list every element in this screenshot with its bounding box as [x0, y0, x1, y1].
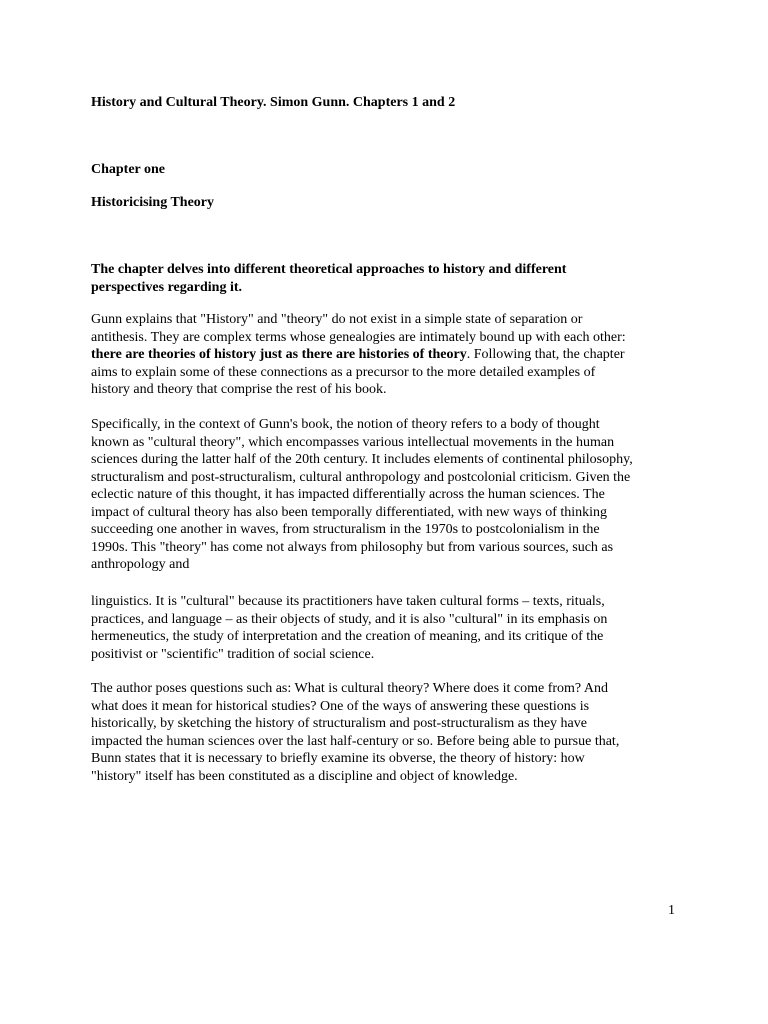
paragraph-line: aims to explain some of these connections as a precursor to the more detailed examples of — [91, 364, 596, 380]
paragraph-line: sciences during the latter half of the 20th century. It includes elements of continental philosophy, — [91, 452, 633, 467]
intro-paragraph — [91, 261, 691, 296]
bold-phrase: there are theories of history just as there are histories of theory — [91, 347, 467, 362]
chapter-label: Chapter one — [91, 162, 166, 177]
paragraph-line: impacted the human sciences over the last half-century or so. Before being able to pursue that, — [91, 733, 620, 749]
paragraph-text: . Following that, the chapter — [466, 347, 625, 362]
paragraph-line: impact of cultural theory has also been temporally differentiated, with new ways of thinking — [91, 504, 608, 520]
paragraph-line: linguistics. It is "cultural" because its practitioners have taken cultural forms – texts, rituals, — [91, 594, 605, 609]
paragraph-line: eclectic nature of this thought, it has impacted differentially across the human sciences. The — [91, 487, 605, 502]
paragraph-line: positivist or "scientific" tradition of social science. — [91, 646, 375, 662]
paragraph-line: structuralism and post-structuralism, cultural anthropology and postcolonial criticism. Given the — [91, 469, 631, 485]
body-paragraph-3 — [91, 593, 691, 663]
paragraph-line — [91, 346, 691, 364]
paragraph-line: Bunn states that it is necessary to briefly examine its obverse, the theory of history: how — [91, 751, 585, 766]
paragraph-line: 1990s. This "theory" has come not always from philosophy but from various sources, such as — [91, 539, 614, 555]
paragraph-line: hermeneutics, the study of interpretation and the creation of meaning, and its critique of the — [91, 629, 604, 644]
document-title: History and Cultural Theory. Simon Gunn. Chapters 1 and 2 — [91, 95, 456, 110]
paragraph-line: Specifically, in the context of Gunn's book, the notion of theory refers to a body of thought — [91, 417, 600, 432]
body-paragraph-2 — [91, 416, 691, 574]
paragraph-line: what does it mean for historical studies? One of the ways of answering these questions is — [91, 698, 590, 714]
paragraph-line: "history" itself has been constituted as a discipline and object of knowledge. — [91, 768, 518, 784]
paragraph-line: succeeding one another in waves, from structuralism in the 1970s to postcolonialism in the — [91, 522, 600, 537]
paragraph-line: known as "cultural theory", which encompasses various intellectual movements in the human — [91, 434, 615, 450]
paragraph-line: historically, by sketching the history of structuralism and post-structuralism as they have — [91, 716, 587, 731]
paragraph-line: history and theory that comprise the rest of his book. — [91, 382, 387, 397]
chapter-title: Historicising Theory — [91, 195, 215, 210]
paragraph-line: Gunn explains that "History" and "theory" do not exist in a simple state of separation or — [91, 312, 583, 327]
intro-line: The chapter delves into different theoretical approaches to history and different — [91, 262, 567, 277]
paragraph-line: The author poses questions such as: What is cultural theory? Where does it come from? And — [91, 681, 608, 696]
intro-line: perspectives regarding it. — [91, 279, 242, 295]
paragraph-line: practices, and language – as their objects of study, and it is also "cultural" in its emphasis on — [91, 611, 608, 627]
paragraph-line: anthropology and — [91, 557, 190, 572]
body-paragraph-4 — [91, 680, 691, 785]
body-paragraph-1 — [91, 311, 691, 399]
paragraph-line: antithesis. They are complex terms whose genealogies are intimately bound up with each other: — [91, 329, 626, 345]
page-number: 1 — [668, 903, 675, 918]
